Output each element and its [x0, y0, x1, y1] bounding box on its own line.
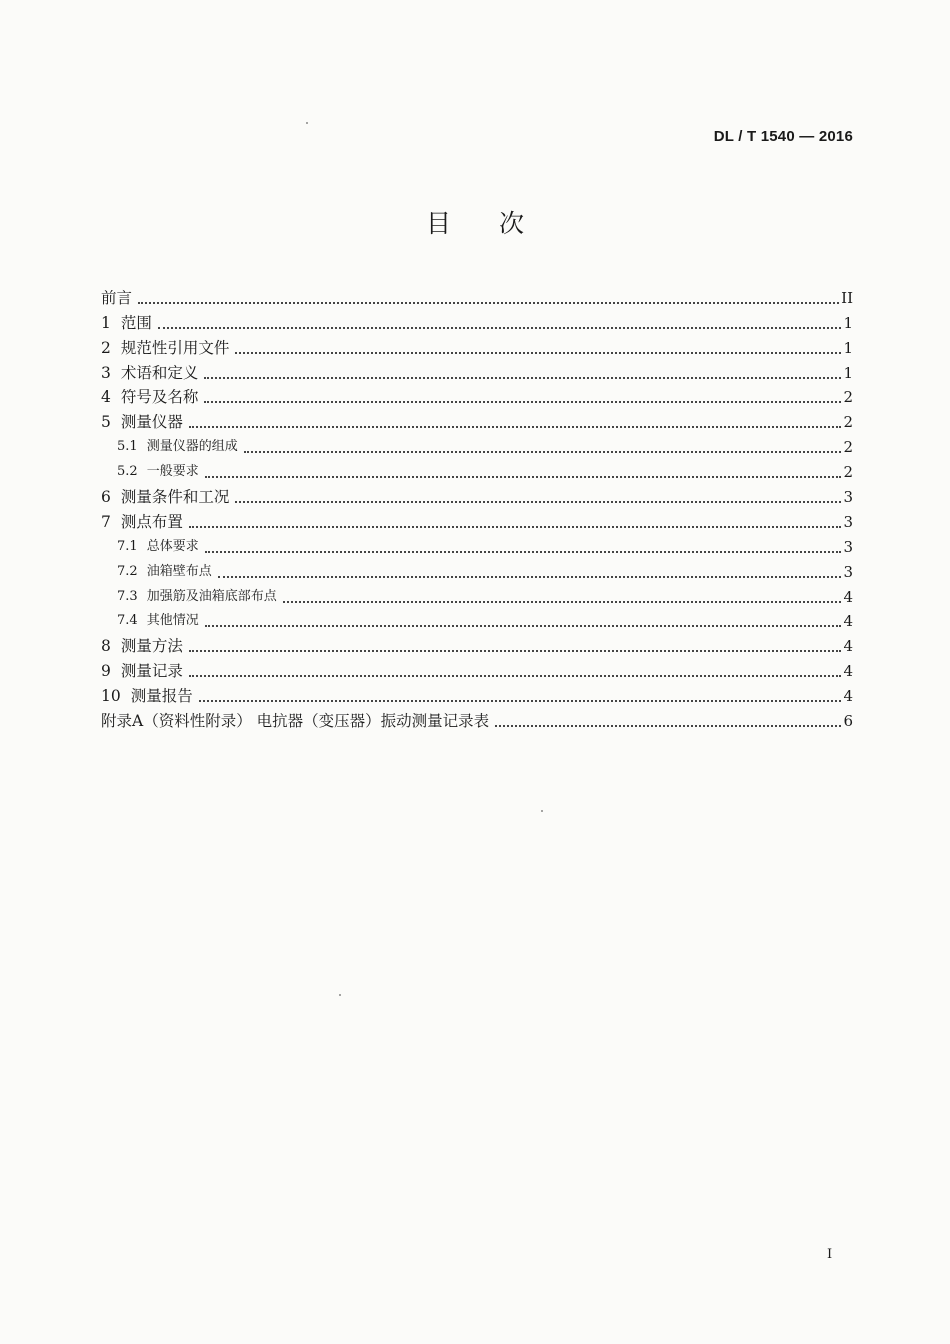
- toc-entry-page: 6: [843, 712, 853, 731]
- toc-entry[interactable]: [101, 631, 853, 656]
- toc-entry-number: 3: [101, 363, 111, 382]
- toc-entry[interactable]: [101, 457, 853, 482]
- toc-entry-title: 术语和定义: [120, 363, 199, 382]
- scan-speck: [339, 994, 341, 996]
- toc-entry[interactable]: [101, 383, 853, 408]
- dot-leader: [205, 551, 841, 553]
- toc-entry-title: 测量记录: [120, 662, 183, 681]
- toc-entry[interactable]: [101, 432, 853, 457]
- dot-leader: [204, 401, 841, 403]
- dot-leader: [204, 377, 841, 379]
- toc-entry[interactable]: [101, 557, 853, 582]
- toc-entry-title: 范围: [120, 313, 152, 332]
- toc-entry-number: 1: [101, 313, 111, 332]
- dot-leader: [189, 526, 841, 528]
- dot-leader: [218, 576, 841, 578]
- toc-entry[interactable]: [101, 482, 853, 507]
- page-number: I: [827, 1247, 833, 1262]
- dot-leader: [158, 327, 841, 329]
- toc-entry-number: 7.4: [117, 613, 138, 629]
- toc-entry-page: 2: [843, 388, 853, 407]
- toc-entry-title: 测量仪器的组成: [146, 439, 238, 455]
- toc-entry-title: 一般要求: [146, 464, 199, 480]
- toc-entry-number: 2: [101, 338, 111, 357]
- toc-entry-number: 5.1: [117, 439, 138, 455]
- toc-entry[interactable]: [101, 681, 853, 706]
- toc-entry-title: 测量报告: [130, 687, 193, 706]
- toc-entry-page: 2: [843, 438, 853, 457]
- toc-entry-title: 测量仪器: [120, 413, 183, 432]
- toc-entry-page: 4: [843, 662, 853, 681]
- dot-leader: [235, 501, 841, 503]
- scan-speck: [306, 122, 308, 124]
- toc-entry[interactable]: [101, 582, 853, 607]
- dot-leader: [283, 601, 841, 603]
- toc-entry-title: 附录A（资料性附录） 电抗器（变压器）振动测量记录表: [101, 712, 490, 731]
- toc-entry-page: 3: [843, 488, 853, 507]
- toc-entry-title: 测点布置: [120, 512, 183, 531]
- toc-entry-number: 4: [101, 388, 111, 407]
- toc-entry-title: 其他情况: [146, 613, 199, 629]
- standard-code: DL / T 1540 — 2016: [713, 128, 853, 145]
- toc-entry[interactable]: [101, 407, 853, 432]
- dot-leader: [189, 650, 841, 652]
- toc-entry-page: 1: [843, 313, 853, 332]
- toc-entry-number: 8: [101, 637, 111, 656]
- toc-entry-number: 5.2: [117, 464, 138, 480]
- dot-leader: [138, 302, 839, 304]
- toc-entry-page: 4: [843, 687, 853, 706]
- toc-entry-page: II: [841, 288, 853, 307]
- toc-entry-number: 6: [101, 488, 111, 507]
- toc-entry-title: 油箱壁布点: [146, 563, 212, 579]
- toc-entry-number: 7.2: [117, 563, 138, 579]
- toc-entry-page: 4: [843, 612, 853, 631]
- toc-entry-number: 7.3: [117, 588, 138, 604]
- dot-leader: [189, 426, 841, 428]
- toc-entry-title: 规范性引用文件: [120, 338, 230, 357]
- toc-entry[interactable]: [101, 656, 853, 681]
- toc-entry-title: 测量条件和工况: [120, 488, 230, 507]
- toc-entry-title: 前言: [101, 288, 133, 307]
- toc-entry-title: 符号及名称: [120, 388, 199, 407]
- toc-entry-page: 1: [843, 338, 853, 357]
- toc-entry-title: 总体要求: [146, 538, 199, 554]
- toc-entry-page: 3: [843, 562, 853, 581]
- table-of-contents: [101, 283, 853, 731]
- toc-entry-page: 4: [843, 637, 853, 656]
- toc-entry[interactable]: [101, 607, 853, 632]
- toc-entry[interactable]: [101, 358, 853, 383]
- toc-entry[interactable]: [101, 308, 853, 333]
- toc-entry[interactable]: [101, 706, 853, 731]
- dot-leader: [205, 476, 841, 478]
- toc-entry[interactable]: [101, 532, 853, 557]
- toc-entry-title: 测量方法: [120, 637, 183, 656]
- toc-entry-page: 4: [843, 587, 853, 606]
- dot-leader: [495, 725, 841, 727]
- toc-entry-number: 7: [101, 512, 111, 531]
- toc-entry[interactable]: [101, 283, 853, 308]
- toc-entry[interactable]: [101, 333, 853, 358]
- toc-entry-number: 7.1: [117, 538, 138, 554]
- scan-speck: [541, 810, 543, 812]
- toc-entry-page: 2: [843, 463, 853, 482]
- dot-leader: [235, 352, 841, 354]
- toc-entry-page: 1: [843, 363, 853, 382]
- toc-entry-number: 5: [101, 413, 111, 432]
- toc-entry-number: 9: [101, 662, 111, 681]
- dot-leader: [189, 675, 841, 677]
- dot-leader: [199, 700, 841, 702]
- page-title: 目次: [425, 209, 572, 238]
- toc-entry[interactable]: [101, 507, 853, 532]
- toc-entry-page: 3: [843, 537, 853, 556]
- dot-leader: [244, 451, 841, 453]
- dot-leader: [205, 625, 841, 627]
- toc-entry-page: 3: [843, 512, 853, 531]
- toc-entry-page: 2: [843, 413, 853, 432]
- toc-entry-number: 10: [101, 687, 121, 706]
- toc-entry-title: 加强筋及油箱底部布点: [146, 588, 277, 604]
